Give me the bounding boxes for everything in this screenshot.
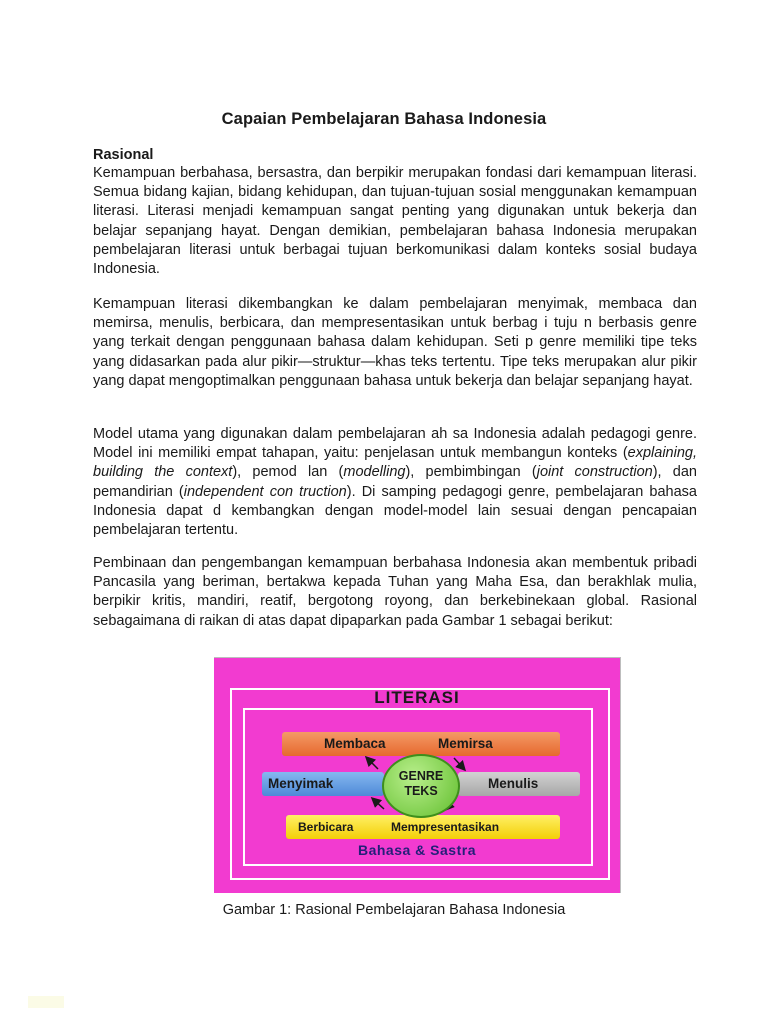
paragraph-1: Kemampuan berbahasa, bersastra, dan berpikir merupakan fondasi dari kemampuan literasi. Semua bidang kajian, bidang kehidupan, dan tujuan-tujuan sosial menggunakan kemampuan literasi. Literasi menjadi kemampuan sangat penting yang digunakan untuk bekerja dan belajar sepanjang hayat. Dengan demikian, pembelajaran bahasa Indonesia merupakan pembelajaran literasi untuk berbagai tujuan berkomunikasi dalam konteks sosial budaya Indonesia. — [93, 165, 697, 278]
paragraph-3-text-4: ), dan pemandirian ( — [93, 464, 697, 500]
paragraph-3-term-3: joint construction — [536, 464, 653, 481]
memirsa-label: Memirsa — [438, 736, 493, 751]
literasi-figure — [214, 657, 621, 893]
paragraph-3-text-1: Model utama yang digunakan dalam pembelajaran ah sa Indonesia adalah pedagogi genre. Model ini memiliki empat tahapan, yaitu: penjelasan untuk membangun konteks ( — [93, 426, 697, 462]
arrow-to-membaca-icon — [367, 758, 378, 769]
paragraph-3-text-2: ), pemod lan ( — [232, 464, 344, 481]
paragraph-4: Pembinaan dan pengembangan kemampuan berbahasa Indonesia akan membentuk pribadi Pancasila yang beriman, bertakwa kepada Tuhan yang Maha Esa, dan berakhlak mulia, berpikir kritis, mandiri, reatif, bergotong royong, dan berkebinekaan global. Rasional sebagaimana di raikan di atas dapat dipaparkan pada Gambar 1 sebagai berikut: — [93, 555, 697, 629]
section-heading: Rasional — [93, 147, 154, 163]
paragraph-3 — [93, 425, 697, 540]
arrow-to-menulis-icon — [454, 758, 464, 769]
bahasa-sastra-label: Bahasa & Sastra — [357, 842, 476, 858]
document-title: Capaian Pembelajaran Bahasa Indonesia — [221, 110, 547, 128]
paragraph-3-text-5: ). Di samping pedagogi genre, pembelajaran bahasa Indonesia dapat d kembangkan dengan model-model lain sesuai dengan pencapaian pembelajaran tertentu. — [93, 483, 697, 539]
genre-label: GENRE — [398, 769, 444, 783]
paragraph-2: Kemampuan literasi dikembangkan ke dalam pembelajaran menyimak, membaca dan memirsa, menulis, berbicara, dan mempresentasikan untuk berbag i tuju n berbasis genre yang terkait dengan penggunaan bahasa dalam kehidupan. Seti p genre memiliki tipe teks yang didasarkan pada alur pikir—struktur—khas teks tertentu. Tipe teks merupakan alur pikir yang dapat mengoptimalkan penggunaan bahasa untuk bekerja dan belajar sepanjang hayat. — [93, 296, 697, 389]
paragraph-3-text-3: ), pembimbingan ( — [405, 464, 537, 481]
paragraph-3-term-1: explaining, building the context — [93, 445, 697, 481]
genre-teks-circle — [382, 754, 460, 818]
paragraph-3-term-2: modelling — [343, 464, 406, 481]
menulis-label: Menulis — [488, 776, 539, 791]
figure-title: LITERASI — [374, 688, 460, 707]
corner-watermark — [28, 996, 64, 1008]
arrow-to-menyimak-icon — [373, 799, 384, 809]
berbicara-label: Berbicara — [298, 820, 354, 834]
paragraph-3-term-4: independent con truction — [183, 483, 347, 500]
mempresentasikan-label: Mempresentasikan — [391, 820, 500, 834]
figure-caption: Gambar 1: Rasional Pembelajaran Bahasa Indonesia — [222, 902, 566, 918]
membaca-label: Membaca — [324, 736, 386, 751]
teks-label: TEKS — [404, 784, 438, 798]
menyimak-label: Menyimak — [268, 776, 334, 791]
